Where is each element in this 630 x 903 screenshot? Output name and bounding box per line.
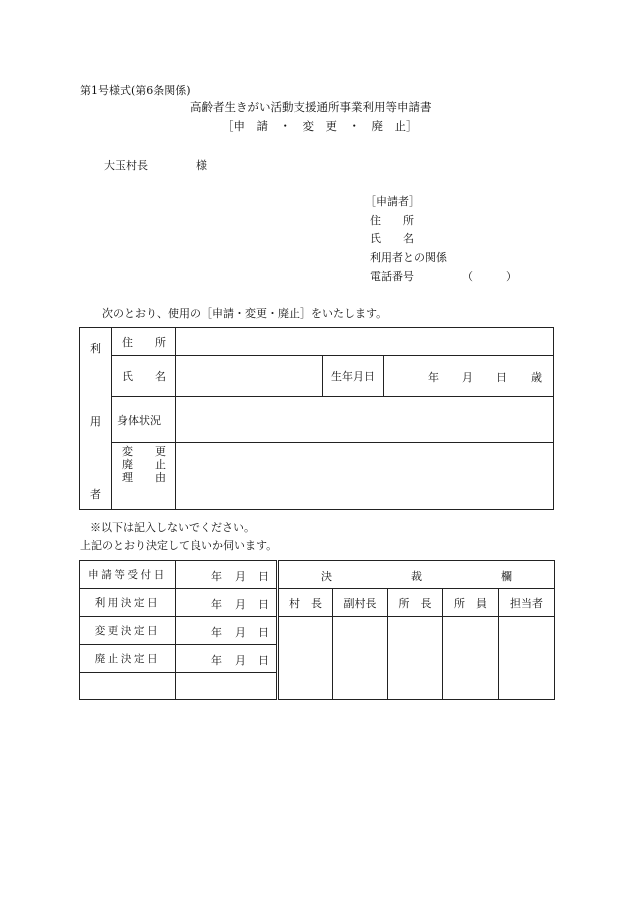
form-title: 高齢者生きがい活動支援通所事業利用等申請書 xyxy=(190,100,432,114)
use-decision-day-unit: 日 xyxy=(258,597,269,611)
recipient: 大玉村長 xyxy=(104,159,148,172)
user-address-label: 住 所 xyxy=(112,328,176,356)
received-date-label: 申請等受付日 xyxy=(80,561,176,589)
reason-label-line-1: 変 更 xyxy=(122,445,166,458)
condition-field[interactable] xyxy=(176,397,554,443)
role-mayor: 村 長 xyxy=(278,589,333,617)
blank-label-cell xyxy=(80,673,176,700)
decision-char-2: 裁 xyxy=(411,569,422,583)
approval-table xyxy=(276,560,555,700)
seal-person-in-charge[interactable] xyxy=(499,617,555,700)
reason-label xyxy=(112,443,176,510)
received-date-field[interactable] xyxy=(176,561,277,589)
birth-year-unit: 年 xyxy=(428,371,439,384)
role-staff: 所 員 xyxy=(443,589,499,617)
use-decision-date-label: 利用決定日 xyxy=(80,589,176,617)
role-deputy-mayor: 副村長 xyxy=(333,589,388,617)
intro-text: 次のとおり、使用の［申請・変更・廃止］をいたします。 xyxy=(102,307,388,320)
birth-date-field[interactable] xyxy=(384,356,554,397)
office-dates-table xyxy=(79,560,277,700)
birth-day-unit: 日 xyxy=(496,371,507,384)
decision-char-1: 決 xyxy=(321,569,332,583)
user-name-field[interactable] xyxy=(176,356,323,397)
birth-month-unit: 月 xyxy=(462,371,473,384)
seal-staff[interactable] xyxy=(443,617,499,700)
user-name-label: 氏 名 xyxy=(112,356,176,397)
side-char-2: 用 xyxy=(90,415,101,428)
role-person-in-charge: 担当者 xyxy=(499,589,555,617)
received-year-unit: 年 xyxy=(211,569,222,583)
decision-header xyxy=(278,561,555,589)
received-month-unit: 月 xyxy=(235,569,246,583)
change-decision-year-unit: 年 xyxy=(211,625,222,639)
use-decision-date-field[interactable] xyxy=(176,589,277,617)
abolish-decision-date-field[interactable] xyxy=(176,645,277,673)
received-day-unit: 日 xyxy=(258,569,269,583)
applicant-heading: ［申請者］ xyxy=(365,195,420,208)
form-subtitle: ［申 請 ・ 変 更 ・ 廃 止］ xyxy=(222,119,418,133)
applicant-address-label: 住 所 xyxy=(370,214,414,227)
applicant-phone-label: 電話番号 xyxy=(370,270,414,283)
change-decision-month-unit: 月 xyxy=(235,625,246,639)
change-decision-date-field[interactable] xyxy=(176,617,277,645)
abolish-decision-year-unit: 年 xyxy=(211,653,222,667)
side-char-3: 者 xyxy=(90,488,101,501)
change-decision-day-unit: 日 xyxy=(258,625,269,639)
use-decision-month-unit: 月 xyxy=(235,597,246,611)
abolish-decision-date-label: 廃止決定日 xyxy=(80,645,176,673)
applicant-name-label: 氏 名 xyxy=(370,232,414,245)
note-do-not-fill: ※以下は記入しないでください。 xyxy=(90,521,255,534)
role-director: 所 長 xyxy=(388,589,443,617)
applicant-phone-paren: （ ） xyxy=(462,270,517,283)
abolish-decision-month-unit: 月 xyxy=(235,653,246,667)
user-address-field[interactable] xyxy=(176,328,554,356)
use-decision-year-unit: 年 xyxy=(211,597,222,611)
reason-label-line-2: 廃 止 xyxy=(122,458,166,471)
change-decision-date-label: 変更決定日 xyxy=(80,617,176,645)
birth-date-label: 生年月日 xyxy=(323,356,384,397)
reason-label-line-3: 理 由 xyxy=(122,471,166,484)
abolish-decision-day-unit: 日 xyxy=(258,653,269,667)
note-approval: 上記のとおり決定して良いか伺います。 xyxy=(80,539,278,552)
condition-label: 身体状況 xyxy=(112,397,176,443)
user-info-table xyxy=(79,327,554,510)
seal-deputy-mayor[interactable] xyxy=(333,617,388,700)
side-char-1: 利 xyxy=(90,342,101,355)
user-side-label xyxy=(80,328,112,510)
seal-director[interactable] xyxy=(388,617,443,700)
applicant-relation-label: 利用者との関係 xyxy=(370,251,447,264)
decision-char-3: 欄 xyxy=(501,569,512,583)
blank-date-cell[interactable] xyxy=(176,673,277,700)
seal-mayor[interactable] xyxy=(278,617,333,700)
age-unit: 歳 xyxy=(531,371,542,384)
recipient-honorific: 様 xyxy=(196,159,207,172)
reason-field[interactable] xyxy=(176,443,554,510)
form-number: 第1号様式(第6条関係) xyxy=(80,84,191,97)
